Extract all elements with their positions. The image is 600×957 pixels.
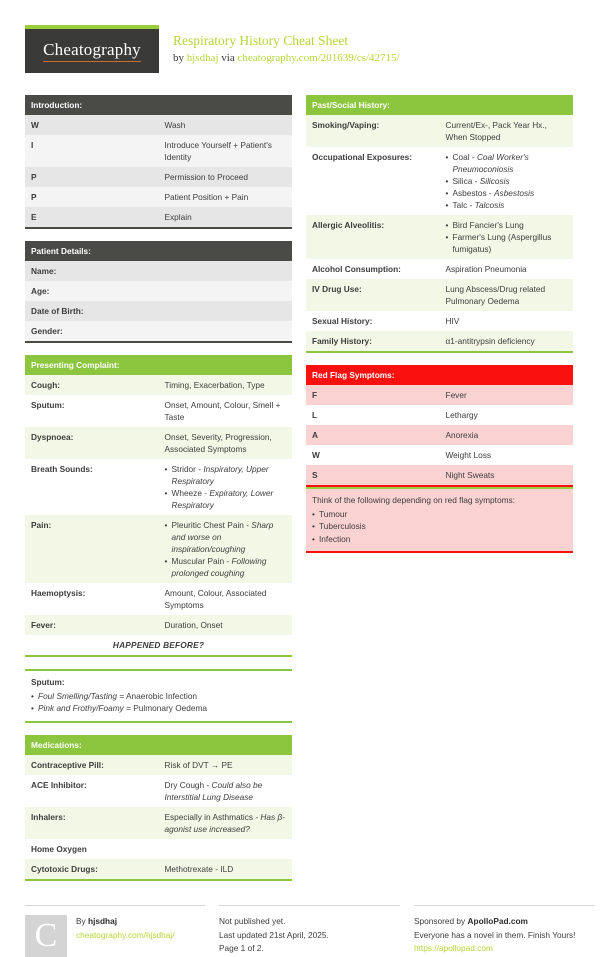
table-row (306, 465, 573, 486)
table-row (25, 261, 292, 281)
page-header (25, 0, 575, 83)
avatar: C (25, 915, 67, 957)
bullet-italic: Foul Smelling/Tasting (38, 690, 118, 701)
table-row (306, 405, 573, 425)
row-value: HIV (440, 311, 574, 331)
bullet-italic: Pink and Frothy/Foamy (38, 703, 124, 714)
block-sputum-note (25, 669, 292, 722)
row-key: E (25, 207, 159, 228)
table-heading-medications: Medications: (25, 735, 292, 755)
table-row (25, 301, 292, 321)
value-italic: Has β-agonist use increased? (164, 811, 285, 834)
list-item (446, 151, 568, 175)
bullet-plain: Wheeze - (171, 488, 210, 499)
list-item (165, 555, 287, 579)
row-key: W (25, 115, 159, 135)
row-key: Fever: (25, 615, 159, 635)
block-red-flag-symptoms (306, 365, 573, 553)
row-value: Permission to Proceed (159, 167, 293, 187)
table-row (306, 147, 573, 215)
bullet-list (165, 519, 287, 579)
footer-author-info (76, 915, 175, 957)
table-heading-past-social-history: Past/Social History: (306, 95, 573, 115)
list-item (446, 231, 568, 255)
row-key: Contraceptive Pill: (25, 755, 159, 775)
row-value: Aspiration Pneumonia (440, 259, 574, 279)
table-row (25, 135, 292, 167)
row-value: Lethargy (440, 405, 574, 425)
bullet-italic: Following prolonged coughing (171, 556, 267, 579)
title-block (159, 25, 400, 66)
footer-author-link[interactable]: cheatography.com/hjsdhaj/ (76, 929, 175, 940)
row-value (159, 775, 293, 807)
row-key: Breath Sounds: (25, 459, 159, 515)
row-value (159, 321, 293, 342)
table-medications (25, 735, 292, 881)
table-row (25, 583, 292, 615)
row-key: W (306, 445, 440, 465)
row-key: IV Drug Use: (306, 279, 440, 311)
block-presenting-complaint (25, 355, 292, 657)
bullet-plain: Silica - (452, 176, 480, 187)
list-item (165, 463, 287, 487)
bullet-list (312, 508, 567, 545)
table-row (306, 279, 573, 311)
row-key: ACE Inhibitor: (25, 775, 159, 807)
row-value: Wash (159, 115, 293, 135)
table-heading-patient-details: Patient Details: (25, 241, 292, 261)
block-medications (25, 735, 292, 881)
row-key: Sexual History: (306, 311, 440, 331)
row-value (159, 281, 293, 301)
block-introduction (25, 95, 292, 229)
bullet-plain: = Pulmonary Oedema (123, 703, 208, 714)
table-row (306, 311, 573, 331)
row-key: Pain: (25, 515, 159, 583)
row-key: P (25, 167, 159, 187)
table-row (25, 635, 292, 656)
table-row (25, 755, 292, 775)
row-center-note: HAPPENED BEFORE? (25, 635, 292, 656)
footer-by-label: By (76, 915, 88, 926)
block-past-social-history (306, 95, 573, 353)
row-key: Smoking/Vaping: (306, 115, 440, 147)
list-item: • Tuberculosis (312, 520, 567, 532)
byline-prefix: by (173, 51, 187, 64)
table-row (306, 115, 573, 147)
row-value (159, 261, 293, 281)
row-value: Introduce Yourself + Patient's Identity (159, 135, 293, 167)
row-key: F (306, 385, 440, 405)
row-key: Home Oxygen (25, 839, 159, 859)
row-key: Cough: (25, 375, 159, 395)
sponsor-link[interactable]: https://apollopad.com (414, 943, 493, 954)
footer-author-column (25, 905, 205, 957)
row-value: Current/Ex-, Pack Year Hx., When Stopped (440, 115, 574, 147)
row-value (159, 301, 293, 321)
table-row (25, 775, 292, 807)
row-value: Lung Abscess/Drug related Pulmonary Oedema (440, 279, 574, 311)
left-column (25, 95, 292, 893)
bullet-plain: Coal - (452, 152, 477, 163)
row-value: Patient Position + Pain (159, 187, 293, 207)
row-key: S (306, 465, 440, 486)
bullet-italic: Talcosis (474, 200, 505, 211)
page-info: Page 1 of 2. (219, 943, 264, 954)
bullet-plain: Bird Fancier's Lung (452, 220, 524, 231)
row-key: Alcohol Consumption: (306, 259, 440, 279)
footer-publish-info (219, 915, 329, 957)
row-value: Onset, Amount, Colour, Smell + Taste (159, 395, 293, 427)
value-italic: Could also be Interstitial Lung Disease (164, 779, 263, 802)
bullet-plain: Pleuritic Chest Pain - (171, 520, 252, 531)
row-value (440, 215, 574, 259)
row-key: A (306, 425, 440, 445)
bullet-plain: Muscular Pain - (171, 556, 232, 567)
table-introduction (25, 95, 292, 229)
bullet-plain: Asbestos - (452, 188, 495, 199)
footer-sponsor-column (414, 905, 595, 957)
value-plain: Especially in Asthmatics - (164, 811, 261, 822)
bullet-italic: Silicosis (479, 176, 510, 187)
note-lead: Sputum: (31, 677, 65, 688)
list-item (446, 219, 568, 231)
table-row (25, 187, 292, 207)
table-row (306, 445, 573, 465)
table-row (25, 515, 292, 583)
row-key: I (25, 135, 159, 167)
footer-publish-column (219, 905, 400, 957)
table-row (306, 331, 573, 352)
list-item (31, 690, 286, 702)
table-row (25, 281, 292, 301)
table-heading-introduction: Introduction: (25, 95, 292, 115)
table-row (25, 807, 292, 839)
list-item (31, 702, 286, 714)
footer-author-name: hjsdhaj (88, 915, 118, 926)
list-item (446, 187, 568, 199)
table-presenting-complaint (25, 355, 292, 657)
sponsor-tagline: Everyone has a novel in them. Finish Yours! (414, 929, 576, 940)
bullet-plain: Stridor - (171, 464, 204, 475)
row-key: Family History: (306, 331, 440, 352)
row-value: α1-antitrypsin deficiency (440, 331, 574, 352)
bullet-list (165, 463, 287, 511)
row-value (440, 147, 574, 215)
row-value: Weight Loss (440, 445, 574, 465)
block-patient-details (25, 241, 292, 343)
row-value: Night Sweats (440, 465, 574, 486)
value-plain: Dry Cough - (164, 779, 212, 790)
row-key: Cytotoxic Drugs: (25, 859, 159, 880)
cheatography-logo[interactable] (25, 25, 159, 73)
row-key: Age: (25, 281, 159, 301)
list-item (446, 199, 568, 211)
page-title: Respiratory History Cheat Sheet (173, 33, 349, 48)
row-key: Gender: (25, 321, 159, 342)
row-key: L (306, 405, 440, 425)
byline (173, 51, 400, 66)
note-red-flags (306, 487, 573, 553)
bullet-italic: Sharp and worse on inspiration/coughing (171, 520, 274, 555)
bullet-plain: Talc - (452, 200, 475, 211)
list-item (165, 487, 287, 511)
sponsor-name: ApolloPad.com (467, 915, 528, 926)
table-heading-red-flag-symptoms: Red Flag Symptoms: (306, 365, 573, 385)
bullet-italic: Coal Worker's Pneumoconiosis (452, 152, 529, 175)
note-sputum (25, 669, 292, 722)
row-value: Explain (159, 207, 293, 228)
bullet-italic: Expiratory, Lower Respiratory (171, 488, 274, 511)
table-red-flag-symptoms (306, 365, 573, 487)
row-value: Methotrexate - ILD (159, 859, 293, 880)
table-row (25, 167, 292, 187)
footer-sponsor-info (414, 915, 575, 957)
row-key: P (25, 187, 159, 207)
bullet-list (446, 151, 568, 211)
cheatography-logo-text: Cheatography (43, 40, 141, 62)
last-updated: Last updated 21st April, 2025. (219, 929, 329, 940)
row-key: Allergic Alveolitis: (306, 215, 440, 259)
bullet-list (446, 219, 568, 255)
note-lead: Think of the following depending on red flag symptoms: (312, 495, 515, 506)
row-key: Name: (25, 261, 159, 281)
row-value: Anorexia (440, 425, 574, 445)
row-value: Risk of DVT → PE (159, 755, 293, 775)
source-url-link[interactable]: cheatography.com/201639/cs/42715/ (237, 51, 400, 64)
row-value (159, 807, 293, 839)
publish-status: Not published yet. (219, 915, 286, 926)
table-heading-presenting-complaint: Presenting Complaint: (25, 355, 292, 375)
row-key: Sputum: (25, 395, 159, 427)
row-value: Amount, Colour, Associated Symptoms (159, 583, 293, 615)
table-row (25, 615, 292, 635)
table-row (306, 215, 573, 259)
row-value: Onset, Severity, Progression, Associated Symptoms (159, 427, 293, 459)
row-value (159, 459, 293, 515)
sponsor-prefix: Sponsored by (414, 915, 468, 926)
table-row (25, 207, 292, 228)
list-item (165, 519, 287, 555)
bullet-italic: Asbestosis (494, 188, 535, 199)
table-past-social-history (306, 95, 573, 353)
row-key: Date of Birth: (25, 301, 159, 321)
content-columns (25, 83, 575, 893)
list-item: • Tumour (312, 508, 567, 520)
table-row (25, 321, 292, 342)
page-footer (25, 893, 575, 957)
table-row (25, 115, 292, 135)
bullet-italic: Inspiratory, Upper Respiratory (171, 464, 269, 487)
bullet-plain: Farmer's Lung (Aspergillus fumigatus) (452, 232, 552, 255)
bullet-plain: = Anaerobic Infection (117, 690, 198, 701)
table-row (25, 859, 292, 880)
row-key: Inhalers: (25, 807, 159, 839)
list-item: • Infection (312, 533, 567, 545)
row-value: Timing, Exacerbation, Type (159, 375, 293, 395)
bullet-list (31, 690, 286, 715)
table-row (25, 427, 292, 459)
row-value: Duration, Onset (159, 615, 293, 635)
table-row (306, 259, 573, 279)
table-row (306, 425, 573, 445)
row-key: Dyspnoea: (25, 427, 159, 459)
row-value: Fever (440, 385, 574, 405)
right-column (306, 95, 573, 893)
author-link[interactable]: hjsdhaj (186, 51, 219, 64)
table-row (25, 395, 292, 427)
table-patient-details (25, 241, 292, 343)
byline-via: via (218, 51, 238, 64)
row-value (159, 515, 293, 583)
table-row (25, 375, 292, 395)
row-key: Occupational Exposures: (306, 147, 440, 215)
table-row (306, 385, 573, 405)
list-item (446, 175, 568, 187)
row-key: Haemoptysis: (25, 583, 159, 615)
table-row (25, 459, 292, 515)
